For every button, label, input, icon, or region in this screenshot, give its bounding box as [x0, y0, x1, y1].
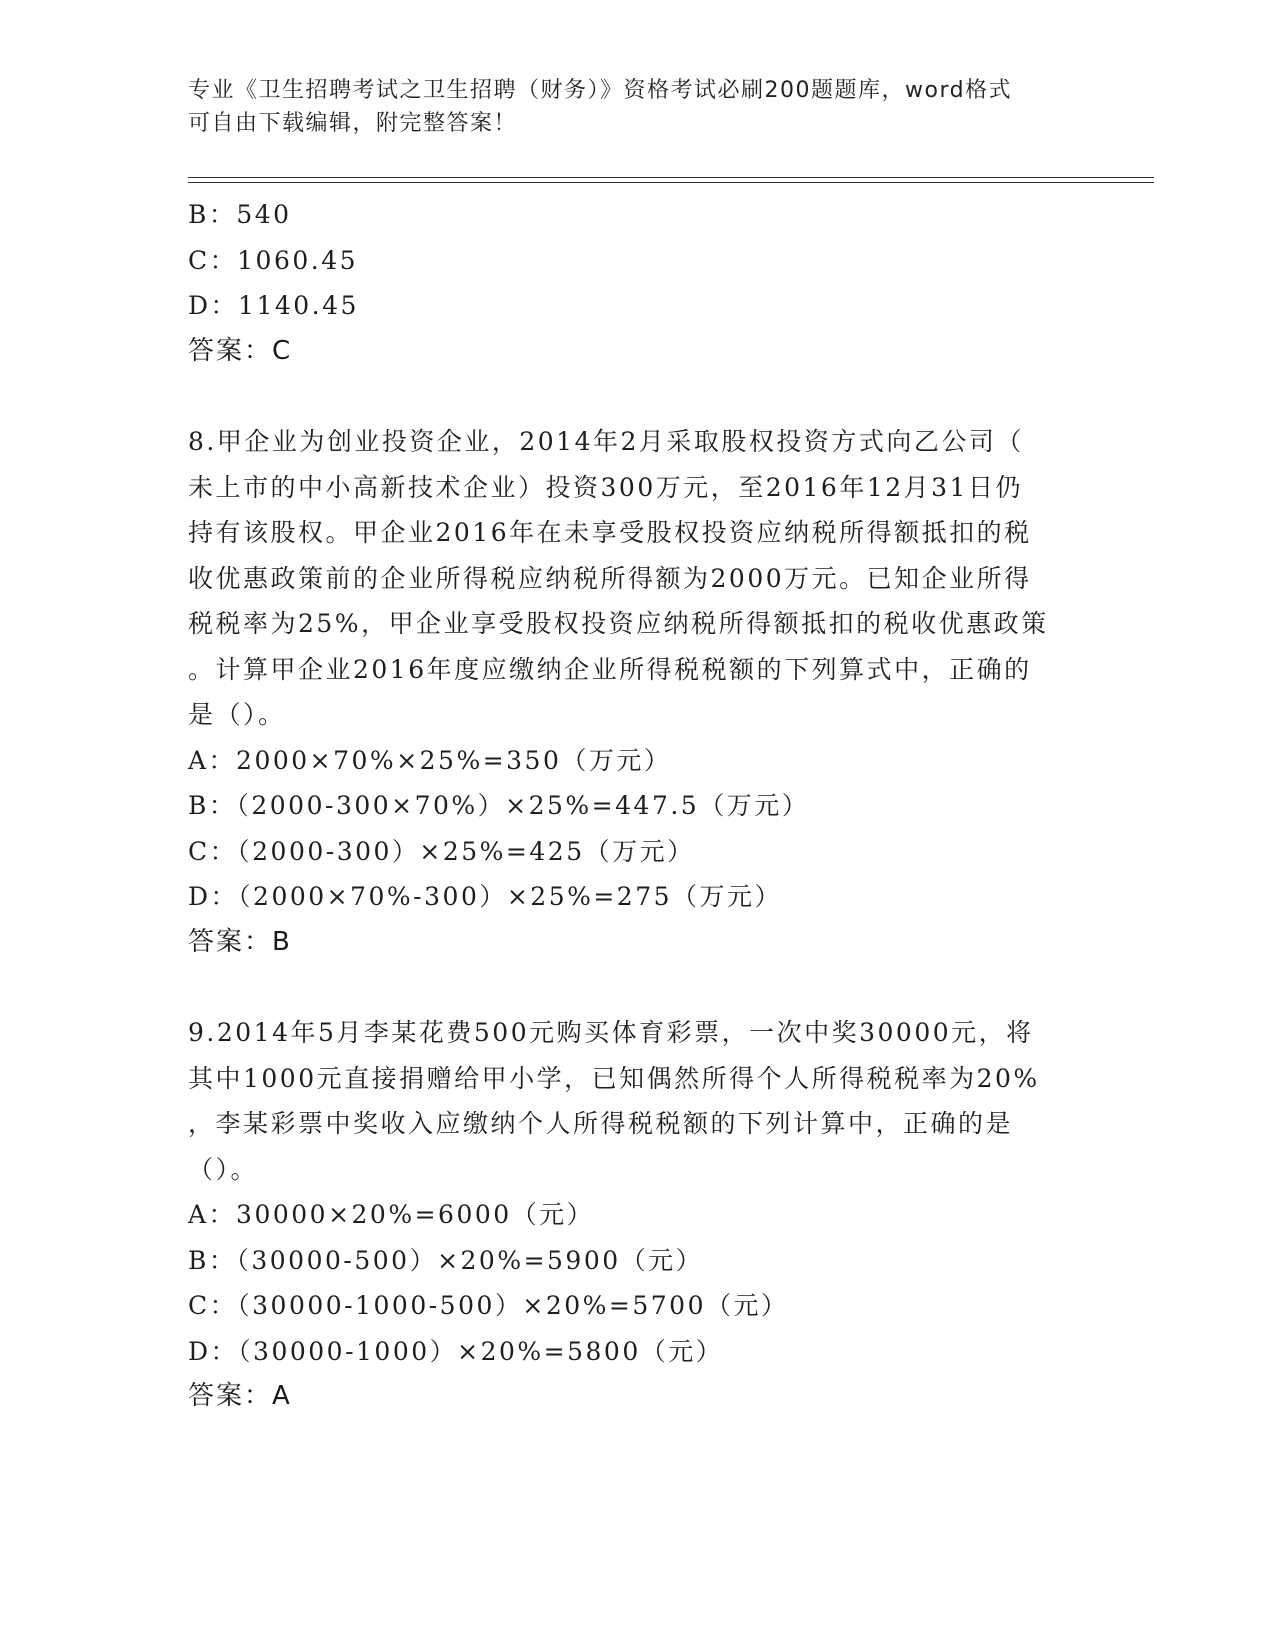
page-header	[188, 74, 1068, 140]
header-rule-bottom	[188, 182, 1154, 183]
question-8	[188, 419, 1088, 965]
question-text-line: 未上市的中小高新技术企业）投资300万元，至2016年12月31日仍	[188, 472, 1023, 502]
question-text-line: 税税率为25%，甲企业享受股权投资应纳税所得额抵扣的税收优惠政策	[188, 609, 1049, 638]
option-d: D：（2000×70%-300）×25%=275（万元）	[188, 882, 783, 911]
option-c: C：（2000-300）×25%=425（万元）	[188, 836, 695, 866]
question-text-line: 是（）。	[188, 700, 286, 729]
option-d: D：1140.45	[188, 291, 359, 320]
question-text-line: ，李某彩票中奖收入应缴纳个人所得税税额的下列计算中，正确的是	[188, 1109, 1014, 1138]
header-line-1: 专业《卫生招聘考试之卫生招聘（财务）》资格考试必刷200题题库，word格式	[188, 78, 1013, 103]
question-text-line: （）。	[188, 1154, 259, 1184]
header-rule-top	[188, 177, 1154, 178]
spacer	[188, 965, 1088, 1010]
question-text-line: 。计算甲企业2016年度应缴纳企业所得税税额的下列算式中，正确的	[188, 654, 1032, 684]
option-c: C：1060.45	[188, 245, 359, 275]
question-text-line: 其中1000元直接捐赠给甲小学，已知偶然所得个人所得税税率为20%	[188, 1063, 1040, 1093]
option-a: A：30000×20%=6000（元）	[188, 1200, 595, 1229]
option-b: B：（30000-500）×20%=5900（元）	[188, 1245, 704, 1275]
header-line-2: 可自由下载编辑，附完整答案！	[188, 111, 518, 136]
question-text-line: 8.甲企业为创业投资企业，2014年2月采取股权投资方式向乙公司（	[188, 427, 1024, 456]
option-d: D：（30000-1000）×20%=5800（元）	[188, 1336, 724, 1366]
answer: 答案：C	[188, 335, 293, 366]
option-b: B：（2000-300×70%）×25%=447.5（万元）	[188, 791, 810, 820]
answer: 答案：A	[188, 1381, 292, 1411]
question-text-line: 持有该股权。甲企业2016年在未享受股权投资应纳税所得额抵扣的税	[188, 518, 1032, 547]
spacer	[188, 374, 1088, 419]
option-b: B：540	[188, 200, 292, 229]
question-9	[188, 1010, 1088, 1420]
prev-question	[188, 192, 1088, 374]
option-c: C：（30000-1000-500）×20%=5700（元）	[188, 1291, 789, 1320]
question-text-line: 9.2014年5月李某花费500元购买体育彩票，一次中奖30000元，将	[188, 1018, 1034, 1047]
question-text-line: 收优惠政策前的企业所得税应纳税所得额为2000万元。已知企业所得	[188, 563, 1032, 593]
document-body	[188, 192, 1088, 1420]
answer: 答案：B	[188, 926, 292, 957]
option-a: A：2000×70%×25%=350（万元）	[188, 745, 672, 775]
